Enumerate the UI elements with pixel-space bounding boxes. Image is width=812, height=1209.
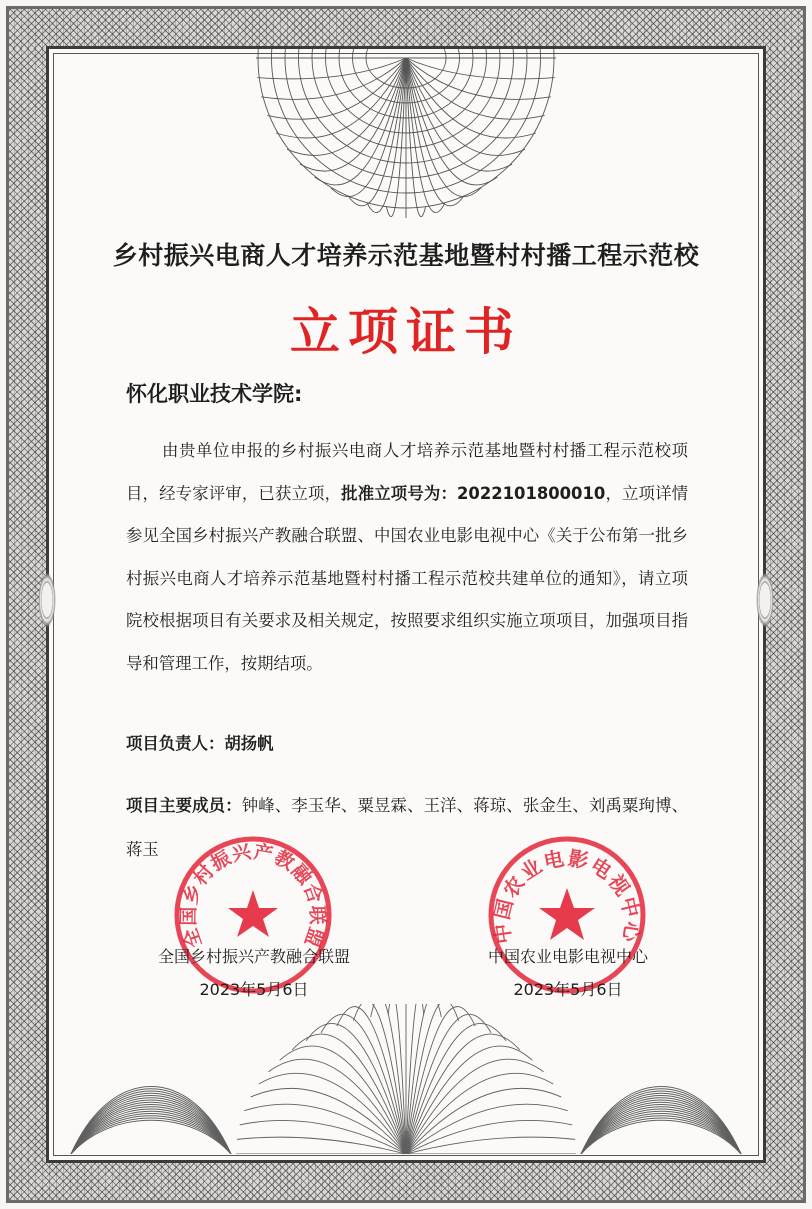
body-text-part-1: 由贵单位申报的乡村振兴电商人才培养示范基地暨村村播工程示范校项目，经专家评审，已获立项， xyxy=(126,441,688,503)
recipient-name: 怀化职业技术学院: xyxy=(126,382,303,406)
certificate-body xyxy=(126,430,688,685)
issuer-cctv-agri-name: 中国农业电影电视中心 xyxy=(487,947,648,966)
issuer-alliance-name: 全国乡村振兴产教融合联盟 xyxy=(157,947,350,966)
right-side-ornament xyxy=(752,560,778,640)
issuer-cctv-agri-date: 2023年5月6日 xyxy=(513,980,623,999)
left-side-ornament xyxy=(34,560,60,640)
top-ornament xyxy=(246,48,566,218)
issuer-alliance xyxy=(104,944,404,1000)
approval-number: 2022101800010 xyxy=(457,483,606,503)
approval-label: 批准立项号为： xyxy=(341,483,458,503)
issuer-cctv-agri xyxy=(418,944,718,1000)
seal-cctv-agri-text: 中国农业电影电视中心 xyxy=(489,845,645,946)
project-members-names: 钟峰、李玉华、粟昱霖、王洋、蒋琼、张金生、刘禹粟珣博、蒋玉 xyxy=(126,796,689,859)
project-leader-label: 项目负责人： xyxy=(126,734,225,753)
project-leader-name: 胡扬帆 xyxy=(224,734,274,753)
project-leader xyxy=(126,730,274,754)
seal-alliance-text: 全国乡村振兴产教融合联盟 xyxy=(177,840,329,951)
bottom-ornament xyxy=(61,1004,751,1154)
body-text-part-2: ，立项详情参见全国乡村振兴产教融合联盟、中国农业电影电视中心《关于公布第一批乡村振兴电商人才培养示范基地暨村村播工程示范校共建单位的通知》，请立项院校根据项目有关要求及相关规定，按照要求组织实施立项项目，加强项目指导和管理工作，按期结项。 xyxy=(126,483,689,673)
issuer-alliance-date: 2023年5月6日 xyxy=(199,980,309,999)
certificate-title: 立项证书 xyxy=(290,302,522,361)
project-members-label: 项目主要成员： xyxy=(126,796,242,815)
certificate-headline: 乡村振兴电商人才培养示范基地暨村村播工程示范校 xyxy=(112,241,700,270)
